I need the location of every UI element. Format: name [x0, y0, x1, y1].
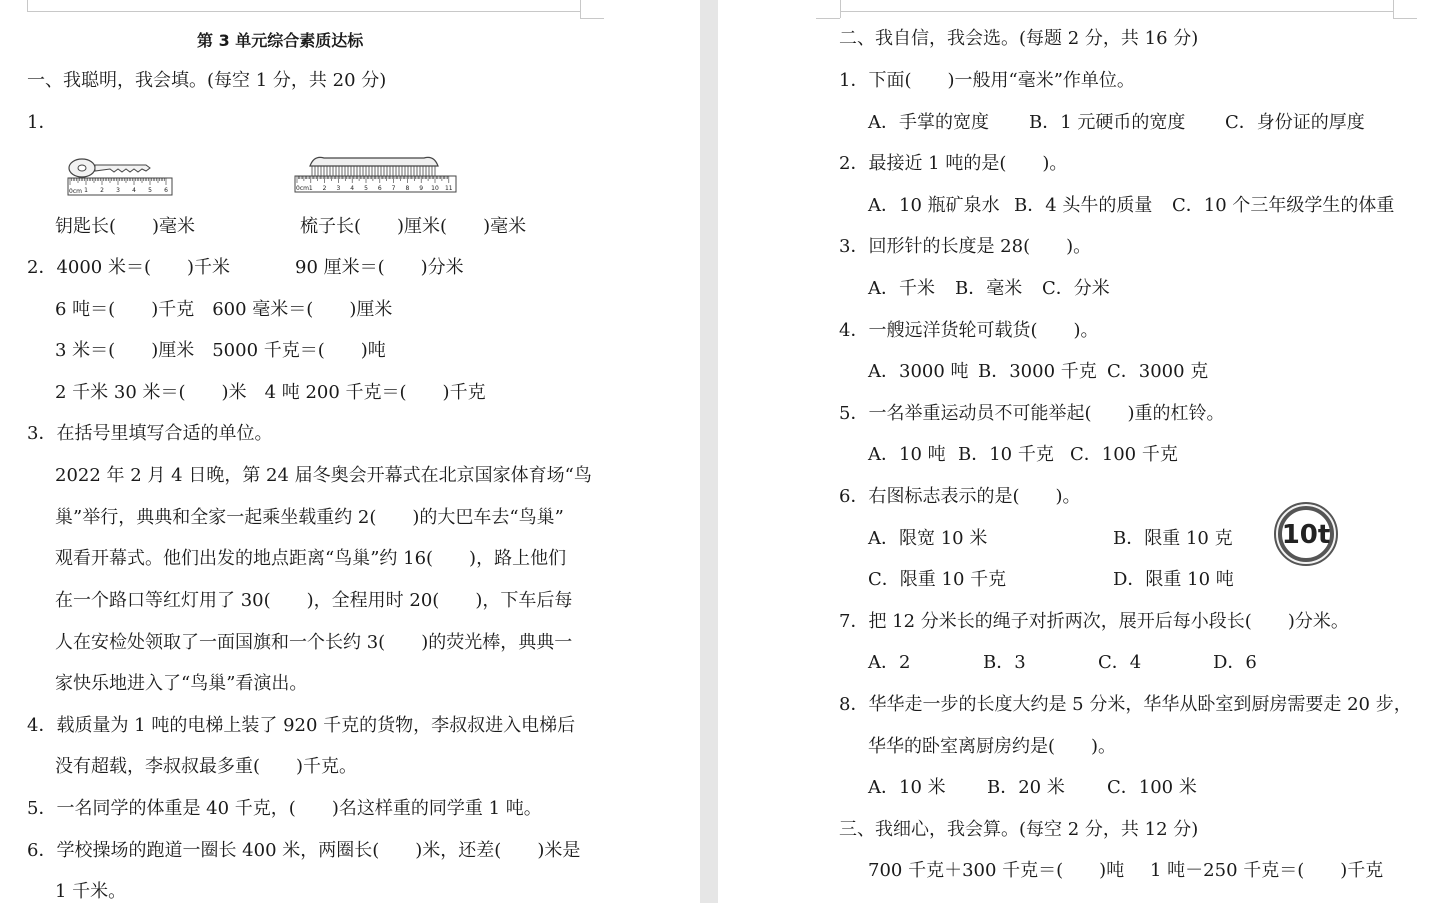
choice-6-option-d: D．限重 10 吨 [1113, 569, 1234, 590]
weight-limit-sign-icon [1273, 501, 1339, 567]
choice-6-option-b: B．限重 10 克 [1113, 528, 1233, 549]
page-margin-corner [580, 18, 604, 19]
question-3-passage-line: 人在安检处领取了一面国旗和一个长约 3( )的荧光棒，典典一 [55, 632, 573, 653]
page-margin-line [27, 11, 580, 12]
choice-1-option-b: B．1 元硬币的宽度 [1029, 112, 1186, 133]
question-2-line-1b: 90 厘米＝( )分米 [295, 257, 464, 278]
section-heading-calc: 三、我细心，我会算。(每空 2 分，共 12 分) [839, 819, 1199, 840]
choice-3-option-c: C．分米 [1042, 278, 1110, 299]
page-margin-corner [840, 0, 841, 18]
ruler-tick-label: 10 [431, 185, 439, 192]
question-2-line-4: 2 千米 30 米＝( )米 4 吨 200 千克＝( )千克 [55, 382, 486, 403]
choice-2-stem: 2．最接近 1 吨的是( )。 [839, 153, 1068, 174]
ruler-tick-label: 3 [116, 187, 120, 194]
choice-4-option-b: B．3000 千克 [978, 361, 1097, 382]
choice-7-stem: 7．把 12 分米长的绳子对折两次，展开后每小段长( )分米。 [839, 611, 1349, 632]
choice-5-stem: 5．一名举重运动员不可能举起( )重的杠铃。 [839, 403, 1225, 424]
page-gutter [700, 0, 718, 903]
comb-ruler-figure [294, 152, 458, 194]
choice-5-option-b: B．10 千克 [958, 444, 1054, 465]
question-1-comb-blank: 梳子长( )厘米( )毫米 [300, 216, 527, 237]
question-3-prompt: 3．在括号里填写合适的单位。 [27, 423, 273, 444]
choice-8-option-a: A．10 米 [868, 777, 946, 798]
choice-7-option-d: D．6 [1213, 652, 1257, 673]
ruler-tick-label: 1 [308, 185, 313, 192]
ruler-tick-label: 7 [391, 185, 396, 192]
ruler-tick-label: 2 [322, 185, 327, 192]
ruler-tick-label: 2 [100, 187, 104, 194]
choice-1-stem: 1．下面( )一般用“毫米”作单位。 [839, 70, 1135, 91]
ruler-tick-label: 5 [148, 187, 152, 194]
section-heading-choice: 二、我自信，我会选。(每题 2 分，共 16 分) [839, 28, 1199, 49]
choice-4-stem: 4．一艘远洋货轮可载货( )。 [839, 320, 1099, 341]
page-margin-corner [580, 0, 581, 18]
comb-icon [310, 157, 438, 176]
question-5: 5．一名同学的体重是 40 千克，( )名这样重的同学重 1 吨。 [27, 798, 542, 819]
choice-2-option-b: B．4 头牛的质量 [1014, 195, 1153, 216]
ruler-tick-label: 9 [419, 185, 424, 192]
page-margin-corner [1393, 0, 1394, 18]
ruler-tick-label: 5 [364, 185, 368, 192]
question-1-key-blank: 钥匙长( )毫米 [55, 216, 196, 237]
choice-6-option-a: A．限宽 10 米 [868, 528, 988, 549]
choice-5-option-c: C．100 千克 [1070, 444, 1178, 465]
question-4-line-1: 4．载质量为 1 吨的电梯上装了 920 千克的货物，李叔叔进入电梯后 [27, 715, 576, 736]
ruler-tick-label: 1 [84, 187, 88, 194]
choice-8-option-b: B．20 米 [987, 777, 1065, 798]
question-3-passage-line: 巢”举行，典典和全家一起乘坐载重约 2( )的大巴车去“鸟巢” [55, 507, 564, 528]
choice-2-option-c: C．10 个三年级学生的体重 [1172, 195, 1395, 216]
choice-3-option-b: B．毫米 [955, 278, 1023, 299]
page-margin-corner [816, 18, 840, 19]
key-ruler-figure [66, 155, 174, 197]
ruler-tick-label: 3 [336, 185, 341, 192]
choice-7-option-c: C．4 [1098, 652, 1142, 673]
choice-8-stem-line-1: 8．华华走一步的长度大约是 5 分米，华华从卧室到厨房需要走 20 步， [839, 694, 1412, 715]
choice-7-option-b: B．3 [983, 652, 1026, 673]
ruler-tick-label: 6 [164, 187, 168, 194]
sign-text: 10t [1281, 520, 1331, 550]
choice-4-option-c: C．3000 克 [1107, 361, 1209, 382]
question-3-passage-line: 在一个路口等红灯用了 30( )，全程用时 20( )，下车后每 [55, 590, 573, 611]
question-6-line-1: 6．学校操场的跑道一圈长 400 米，两圈长( )米，还差( )米是 [27, 840, 581, 861]
section-heading-fill: 一、我聪明，我会填。(每空 1 分，共 20 分) [27, 70, 387, 91]
question-6-line-2: 1 千米。 [55, 881, 127, 902]
ruler-tick-label: 4 [350, 185, 355, 192]
choice-5-option-a: A．10 吨 [868, 444, 946, 465]
choice-6-stem: 6．右图标志表示的是( )。 [839, 486, 1081, 507]
choice-3-stem: 3．回形针的长度是 28( )。 [839, 236, 1092, 257]
choice-1-option-c: C．身份证的厚度 [1225, 112, 1365, 133]
ruler-unit-label: 0cm [296, 185, 309, 192]
question-2-line-1a: 2．4000 米＝( )千米 [27, 257, 231, 278]
question-4-line-2: 没有超载，李叔叔最多重( )千克。 [55, 756, 358, 777]
choice-7-option-a: A．2 [868, 652, 911, 673]
question-3-passage-line: 2022 年 2 月 4 日晚，第 24 届冬奥会开幕式在北京国家体育场“鸟 [55, 465, 592, 486]
page-title: 第 3 单元综合素质达标 [197, 31, 364, 50]
choice-8-stem-line-2: 华华的卧室离厨房约是( )。 [868, 736, 1117, 757]
choice-2-option-a: A．10 瓶矿泉水 [868, 195, 1000, 216]
left-page [0, 0, 700, 903]
question-2-line-2: 6 吨＝( )千克 600 毫米＝( )厘米 [55, 299, 393, 320]
page-margin-corner [1393, 18, 1417, 19]
choice-6-option-c: C．限重 10 千克 [868, 569, 1007, 590]
choice-1-option-a: A．手掌的宽度 [868, 112, 989, 133]
choice-4-option-a: A．3000 吨 [868, 361, 969, 382]
question-1-number: 1． [27, 112, 57, 133]
page-margin-line [840, 11, 1393, 12]
ruler-unit-label: 0cm [69, 188, 82, 195]
question-3-passage-line: 观看开幕式。他们出发的地点距离“鸟巢”约 16( )，路上他们 [55, 548, 567, 569]
ruler-tick-label: 8 [405, 185, 410, 192]
key-icon [69, 159, 150, 177]
question-3-passage-line: 家快乐地进入了“鸟巢”看演出。 [55, 673, 308, 694]
calc-item-1: 700 千克＋300 千克＝( )吨 [868, 860, 1125, 881]
question-2-line-3: 3 米＝( )厘米 5000 千克＝( )吨 [55, 340, 386, 361]
choice-8-option-c: C．100 米 [1107, 777, 1197, 798]
ruler-tick-label: 6 [377, 185, 382, 192]
choice-3-option-a: A．千米 [868, 278, 935, 299]
ruler-tick-label: 11 [444, 185, 453, 192]
page-margin-corner [27, 0, 28, 11]
ruler-tick-label: 4 [132, 187, 136, 194]
calc-item-2: 1 吨－250 千克＝( )千克 [1150, 860, 1384, 881]
